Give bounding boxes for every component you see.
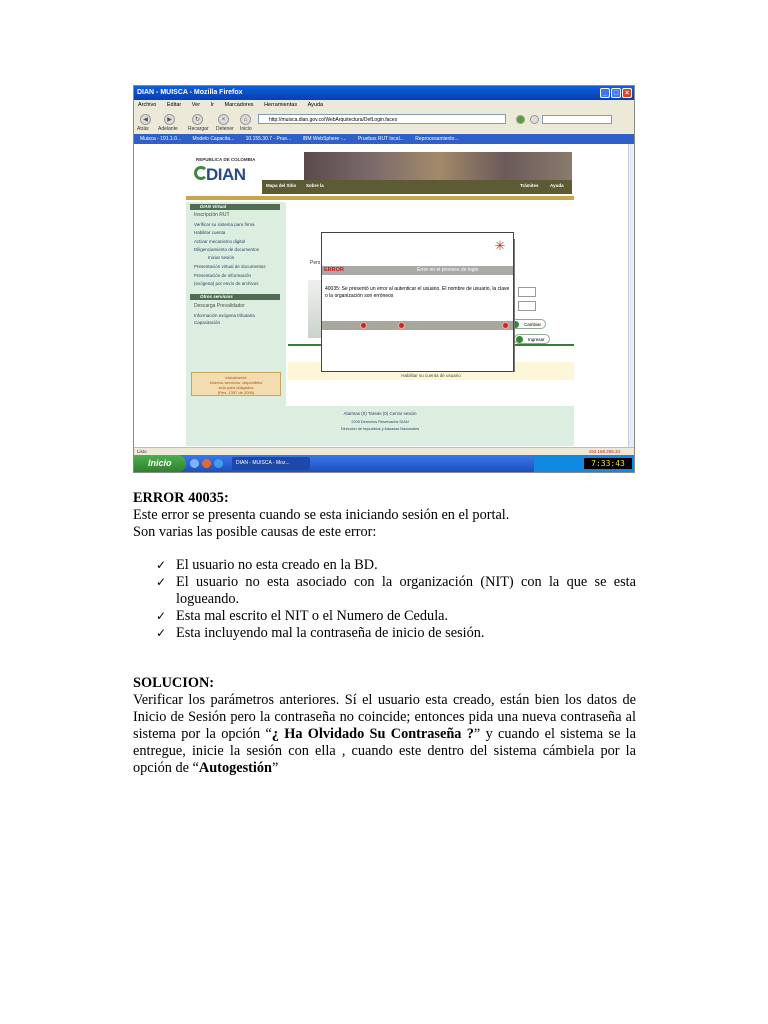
header-photo [304,152,572,180]
check-icon: ✓ [156,609,167,623]
solution-text-3: ” [271,760,279,776]
dian-sun-icon: ✳ [494,238,506,253]
sidebar-item-presentacion-info[interactable]: Presentación de información [194,273,252,278]
sidebar-item-diligenciamiento[interactable]: Diligenciamiento de documentos [194,247,260,252]
bookmark-2[interactable]: Modelo Capacita... [192,136,235,142]
quicklaunch-icon-1[interactable] [190,459,199,468]
dialog-error-label: ERROR [324,267,344,273]
solution-forgot-option: ¿ Ha Olvidado Su Contraseña ? [271,726,474,742]
login-input-1[interactable] [518,287,536,297]
go-icon[interactable] [516,115,525,124]
window-title [134,86,634,100]
start-button[interactable]: Inicio [134,455,186,472]
window-title-text: DIAN - MUISCA - Mozilla Firefox [137,89,243,96]
clock: 7:33:43 [584,458,632,469]
promo-line-2: Nuevos servicios, disponibles [209,380,263,385]
cause-text-2: El usuario no esta asociado con la organización (NIT) con la que se esta logueando. [176,574,636,607]
minimize-icon[interactable]: _ [600,88,610,98]
footer-links[interactable]: Alarmas (0) Tareas (0) Cerrar sesión [343,411,417,416]
sidebar-item-descarga[interactable]: Descarga Prevalidador [194,303,245,309]
sidebar-item-verificar[interactable]: Verificar su sistema para firma [194,222,255,227]
solution-text-1: Verificar los parámetros anteriores. Sí el usuario esta creado, están bien los datos de Inicio de Sesión pero la contraseña no coincide; entonces pida una nueva contraseña al sistema por la opción “ [133,692,636,742]
taskbar-item-dian[interactable]: DIAN - MUISCA - Moz... [232,457,310,470]
sidebar-item-habilitar[interactable]: Habilitar cuenta [194,230,226,235]
cause-text-1: El usuario no esta creado en la BD. [176,557,378,573]
sidebar-item-info-exogena[interactable]: Información exógena tributaria [194,313,255,318]
portal-footer [186,406,574,446]
menu-herramientas[interactable]: Herramientas [264,102,298,108]
taskbar [134,455,634,472]
url-input[interactable]: http://muisca.dian.gov.co/WebArquitectura/DefLogin.faces [258,114,506,124]
dialog-button-2[interactable] [398,322,405,329]
nav-site-map[interactable]: Mapa del Sitio [266,183,297,188]
list-item [156,557,636,574]
partial-label: Pers [310,260,321,266]
sidebar-header-otros: Otros servicios [190,294,280,300]
bookmarks-bar [134,134,634,144]
republic-label: REPUBLICA DE COLOMBIA [196,157,256,162]
status-text: Listo [137,449,147,454]
reload-icon[interactable]: ↻ [192,114,203,125]
portal-nav [262,180,572,194]
nav-ayuda[interactable]: Ayuda [550,183,564,188]
error-heading: ERROR 40035: [133,490,229,506]
dialog-message: 40035: Se presentó un error al autenticar el usuario. El nombre de usuario, la clave o la organización son erróneos [325,286,510,299]
menu-editar[interactable]: Editar [166,102,182,108]
list-item [156,574,636,608]
nav-label-reload: Recargar [188,126,209,132]
footer-org: Dirección de Impuestos y Aduanas Nacionales [340,427,420,431]
menu-ayuda[interactable]: Ayuda [307,102,324,108]
bookmark-6[interactable]: Reprocesamiento... [415,136,459,142]
sidebar-item-iniciar-sesion[interactable]: Iniciar sesión [208,255,235,260]
nav-label-back: Atrás [137,126,149,132]
change-password-button[interactable]: Cambiar [510,319,546,329]
check-icon: ✓ [156,575,167,589]
bookmark-1[interactable]: Muisca - 191.1.0... [140,136,182,142]
sidebar-item-capacitacion[interactable]: Capacitación [194,320,221,325]
navigation-toolbar [134,111,634,135]
check-icon: ✓ [156,626,167,640]
nav-label-stop: Detener [216,126,234,132]
stop-icon[interactable]: × [218,114,229,125]
bookmark-4[interactable]: IBM WebSphere -... [302,136,347,142]
promo-line-3: solo para obligados [218,385,254,390]
error-dialog [321,232,514,372]
page-scrollbar[interactable] [628,144,634,447]
error-description: Este error se presenta cuando se esta iniciando sesión en el portal. [133,507,510,523]
dian-logo: DIAN [206,165,246,184]
maximize-icon[interactable]: □ [611,88,621,98]
login-button[interactable]: Ingresar [514,334,550,344]
sidebar-item-presentacion-virtual[interactable]: Presentación virtual de documentos [194,264,266,269]
sidebar-item-activar[interactable]: Activar mecanismo digital [194,239,246,244]
list-item [156,608,636,625]
menu-ir[interactable]: Ir [210,102,214,108]
check-icon: ✓ [156,558,167,572]
dialog-button-1[interactable] [360,322,367,329]
status-bar [134,447,634,455]
cause-text-3: Esta mal escrito el NIT o el Numero de Cedula. [176,608,449,624]
dialog-button-3[interactable] [502,322,509,329]
solution-heading: SOLUCION: [133,675,215,691]
back-icon[interactable]: ◀ [140,114,151,125]
search-engine-icon[interactable] [530,115,539,124]
menu-archivo[interactable]: Archivo [138,102,157,108]
bookmark-3[interactable]: 10.155.30.7 - Prue... [245,136,292,142]
promo-line-4: (Res. 1357 de 2006) [217,390,255,395]
close-icon[interactable]: × [622,88,632,98]
solution-autogestion-option: Autogestión [198,760,272,776]
menu-ver[interactable]: Ver [191,102,201,108]
nav-about[interactable]: Sobre la [306,183,324,188]
footer-copyright: 2005 Derechos Reservados DIAN [351,420,409,424]
nav-tramites[interactable]: Trámites [520,183,539,188]
ip-address: 192.168.255.34 [588,449,620,454]
forward-icon[interactable]: ▶ [164,114,175,125]
nav-label-forward: Adelante [158,126,178,132]
solution-text-2: ” y cuando el sistema se la entregue, inicie la sesión con ella , cuando este dentro del sistema cámbiela por la opción de “ [133,726,636,776]
sidebar-item-inscripcion-rut[interactable]: Inscripción RUT [194,212,230,218]
login-input-2[interactable] [518,301,536,311]
home-icon[interactable]: ⌂ [240,114,251,125]
enable-account-link[interactable]: Habilitar su cuenta de usuario [401,373,461,378]
menu-bar [134,100,634,111]
nav-label-home: Inicio [240,126,252,132]
dialog-title: Error en el proceso de login [417,267,479,273]
screenshot-image [133,85,635,473]
menu-marcadores[interactable]: Marcadores [224,102,254,108]
promo-banner[interactable] [191,372,281,396]
list-item [156,625,636,642]
cause-text-4: Esta incluyendo mal la contraseña de inicio de sesión. [176,625,485,641]
promo-line-1: Inicialmente [225,375,247,380]
search-input[interactable] [542,115,612,124]
causes-intro: Son varias las posible causas de este error: [133,524,377,540]
sidebar-item-exogena[interactable]: (exógena) por envío de archivos [194,281,259,286]
web-page [134,144,628,447]
header-divider [186,196,574,200]
quicklaunch-icon-3[interactable] [214,459,223,468]
dialog-button-bar [322,321,513,330]
solution-paragraph [133,692,636,777]
causes-list [156,557,636,642]
bookmark-5[interactable]: Pruebas RUT local... [357,136,404,142]
sidebar-header-dian-virtual: DIAN Virtual [190,204,280,210]
firefox-icon[interactable] [202,459,211,468]
